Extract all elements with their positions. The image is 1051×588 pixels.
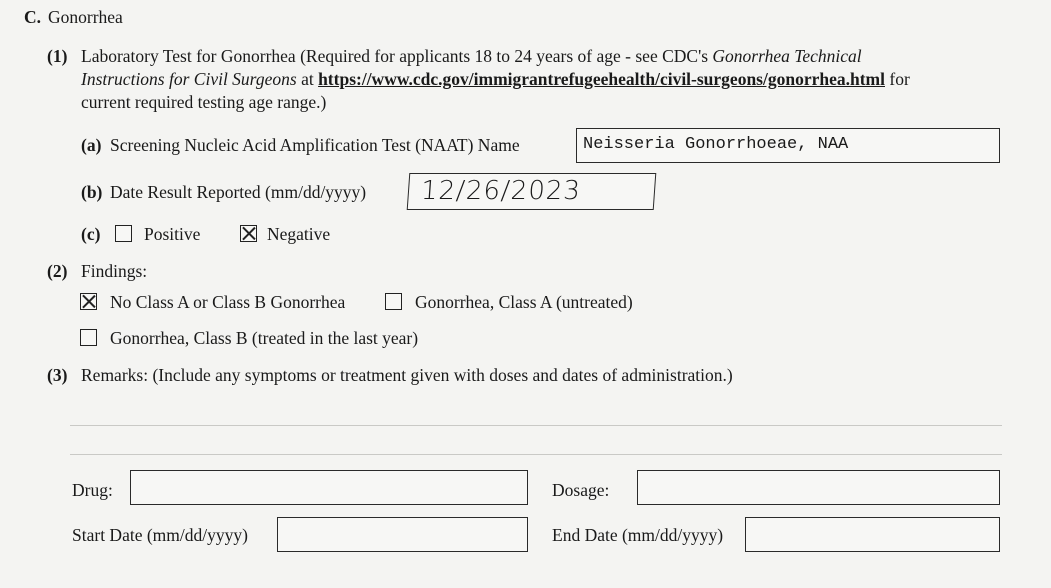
end-date-label: End Date (mm/dd/yyyy) <box>552 525 724 545</box>
positive-label: Positive <box>144 224 201 244</box>
cdc-gonorrhea-link[interactable]: https://www.cdc.gov/immigrantrefugeehealth/civil-surgeons/gonorrhea.html <box>318 69 885 89</box>
start-date-label: Start Date (mm/dd/yyyy) <box>72 525 248 545</box>
end-date-field[interactable] <box>745 517 1000 552</box>
lab-test-line1-text: Laboratory Test for Gonorrhea (Required for applicants 18 to 24 years of age - see CDC's <box>81 46 713 66</box>
class-b-checkbox[interactable] <box>80 329 97 346</box>
remarks-label: Remarks: (Include any symptoms or treatment given with doses and dates of administration.) <box>81 365 733 385</box>
date-result-label: Date Result Reported (mm/dd/yyyy) <box>110 182 367 202</box>
section-letter: C. <box>24 7 42 27</box>
drug-field[interactable] <box>130 470 528 505</box>
section-title: Gonorrhea <box>48 7 123 27</box>
class-a-label: Gonorrhea, Class A (untreated) <box>415 292 633 312</box>
naat-letter: (a) <box>81 135 102 155</box>
lab-test-line2-suffix: for <box>885 69 910 89</box>
lab-test-number: (1) <box>47 46 68 66</box>
findings-title: Findings: <box>81 261 148 281</box>
naat-label: Screening Nucleic Acid Amplification Test (NAAT) Name <box>110 135 520 155</box>
result-letter: (c) <box>81 224 101 244</box>
lab-test-line1 <box>81 45 862 67</box>
negative-label: Negative <box>267 224 331 244</box>
no-gonorrhea-label: No Class A or Class B Gonorrhea <box>110 292 346 312</box>
lab-test-line2 <box>81 68 910 90</box>
class-b-label: Gonorrhea, Class B (treated in the last year) <box>110 328 419 348</box>
remarks-number: (3) <box>47 365 68 385</box>
lab-test-line1-italic: Gonorrhea Technical <box>712 46 862 66</box>
negative-checkbox[interactable] <box>240 225 257 242</box>
lab-test-line2-italic: Instructions for Civil Surgeons <box>81 69 297 89</box>
remarks-line-2[interactable] <box>70 454 1002 455</box>
naat-name-field[interactable]: Neisseria Gonorrhoeae, NAA <box>576 128 1000 163</box>
positive-checkbox[interactable] <box>115 225 132 242</box>
findings-number: (2) <box>47 261 68 281</box>
drug-label: Drug: <box>72 480 113 500</box>
dosage-field[interactable] <box>637 470 1000 505</box>
start-date-field[interactable] <box>277 517 528 552</box>
date-result-letter: (b) <box>81 182 103 202</box>
class-a-checkbox[interactable] <box>385 293 402 310</box>
remarks-line-1[interactable] <box>70 425 1002 426</box>
lab-test-line2-mid: at <box>296 69 319 89</box>
no-gonorrhea-checkbox[interactable] <box>80 293 97 310</box>
lab-test-line3: current required testing age range.) <box>81 92 327 112</box>
dosage-label: Dosage: <box>552 480 610 500</box>
date-result-field[interactable]: 12/26/2023 <box>407 173 657 210</box>
